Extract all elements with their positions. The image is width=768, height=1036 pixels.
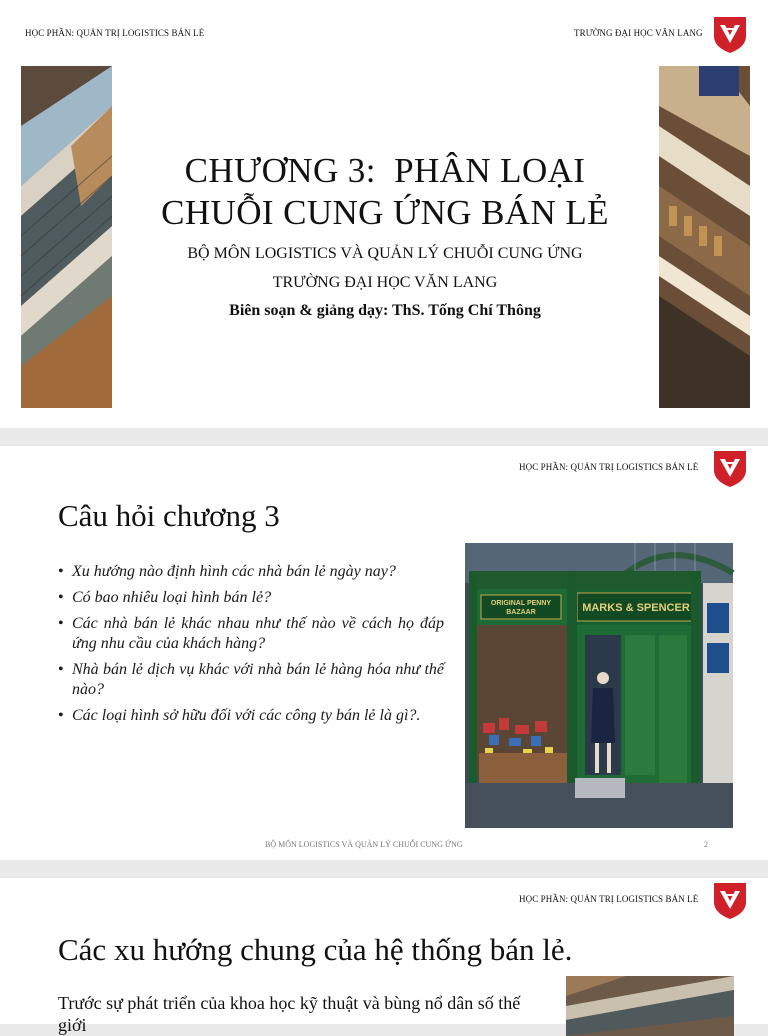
sign-bazaar: BAZAAR [506, 609, 536, 616]
university-header: TRƯỜNG ĐẠI HỌC VĂN LANG [574, 28, 703, 38]
sign-marks-spencer: MARKS & SPENCER [582, 602, 690, 614]
escalator-photo [566, 976, 734, 1036]
slide-footer: BỘ MÔN LOGISTICS VÀ QUẢN LÝ CHUỖI CUNG ỨNG [265, 840, 463, 849]
course-header: HỌC PHẦN: QUẢN TRỊ LOGISTICS BÁN LẺ [519, 894, 699, 904]
sign-original-penny: ORIGINAL PENNY [490, 600, 552, 607]
slide-title: Câu hỏi chương 3 [58, 498, 280, 533]
question-list [58, 562, 444, 732]
page-number: 2 [704, 840, 708, 849]
author-credit: Biên soạn & giảng dạy: ThS. Tống Chí Thông [229, 302, 541, 319]
store-kiosk-photo [465, 543, 733, 828]
escalator-photo-left [21, 66, 112, 408]
university-name: TRƯỜNG ĐẠI HỌC VĂN LANG [272, 274, 498, 291]
course-header: HỌC PHẦN: QUẢN TRỊ LOGISTICS BÁN LẺ [519, 462, 699, 472]
list-item: • Các loại hình sở hữu đối với các công ty bán lẻ là gì?. [58, 707, 421, 724]
slide-chapter-questions [0, 446, 768, 860]
chapter-title-line1: CHƯƠNG 3: PHÂN LOẠI [184, 151, 586, 190]
list-item: • Nhà bán lẻ dịch vụ khác với nhà bán lẻ hàng hóa như thế nào? [58, 661, 444, 698]
list-item: • Xu hướng nào định hình các nhà bán lẻ ngày nay? [58, 563, 396, 580]
course-header: HỌC PHẦN: QUẢN TRỊ LOGISTICS BÁN LẺ [25, 28, 205, 38]
mall-photo-right [659, 66, 750, 408]
slide-retail-trends [0, 878, 768, 1035]
department-name: BỘ MÔN LOGISTICS VÀ QUẢN LÝ CHUỖI CUNG ỨNG [187, 245, 583, 262]
slide-title: Các xu hướng chung của hệ thống bán lẻ. [58, 932, 573, 967]
chapter-title [120, 150, 650, 234]
slide-title [0, 0, 768, 428]
chapter-title-line2: CHUỖI CUNG ỨNG BÁN LẺ [161, 193, 609, 232]
van-lang-logo-icon [710, 448, 750, 488]
list-item: • Các nhà bán lẻ khác nhau như thế nào về cách họ đáp ứng nhu cầu của khách hàng? [58, 615, 444, 652]
slide-body-text: Trước sự phát triển của khoa học kỹ thuật và bùng nổ dân số thế giới [58, 993, 521, 1035]
van-lang-logo-icon [710, 880, 750, 920]
van-lang-logo-icon [710, 14, 750, 54]
list-item: • Có bao nhiêu loại hình bán lẻ? [58, 589, 272, 606]
